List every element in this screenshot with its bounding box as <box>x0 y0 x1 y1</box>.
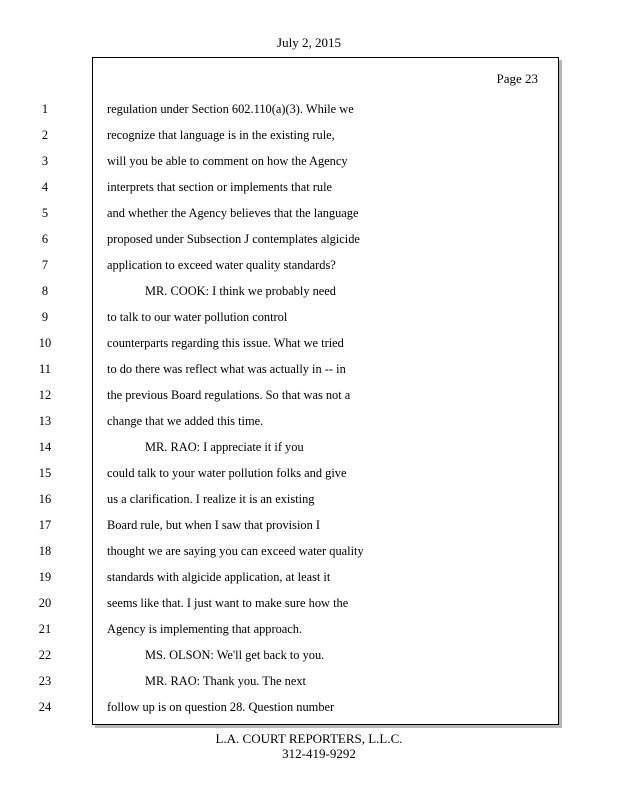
line-text: and whether the Agency believes that the language <box>107 206 359 220</box>
transcript-line <box>41 278 558 304</box>
line-number: 10 <box>38 336 52 350</box>
line-text: to talk to our water pollution control <box>107 310 288 324</box>
line-number: 24 <box>38 700 52 714</box>
transcript-line <box>41 252 558 278</box>
line-text: seems like that. I just want to make sure how the <box>107 596 349 610</box>
transcript-line <box>38 564 558 590</box>
transcript-lines <box>38 96 558 720</box>
line-text: MR. COOK: I think we probably need <box>145 284 336 298</box>
line-text: change that we added this time. <box>107 414 264 428</box>
line-text: Agency is implementing that approach. <box>107 622 303 636</box>
line-text: will you be able to comment on how the Agency <box>107 154 348 168</box>
footer <box>0 731 618 761</box>
line-number: 16 <box>38 492 52 506</box>
line-text: the previous Board regulations. So that was not a <box>107 388 351 402</box>
line-text: regulation under Section 602.110(a)(3). While we <box>107 102 354 116</box>
line-number: 14 <box>38 440 52 454</box>
reporter-company: L.A. COURT REPORTERS, L.L.C. <box>215 731 403 746</box>
line-number: 1 <box>41 102 49 116</box>
transcript-line <box>41 148 558 174</box>
line-text: proposed under Subsection J contemplates algicide <box>107 232 360 246</box>
line-number: 18 <box>38 544 52 558</box>
line-text: counterparts regarding this issue. What we tried <box>107 336 344 350</box>
transcript-line <box>38 330 558 356</box>
transcript-line <box>38 694 558 720</box>
line-text: follow up is on question 28. Question number <box>107 700 335 714</box>
line-text: standards with algicide application, at least it <box>107 570 331 584</box>
transcript-page <box>38 57 559 725</box>
line-number: 23 <box>38 674 52 688</box>
transcript-line <box>38 590 558 616</box>
line-text: us a clarification. I realize it is an existing <box>107 492 315 506</box>
line-number: 15 <box>38 466 52 480</box>
line-text: MS. OLSON: We'll get back to you. <box>145 648 325 662</box>
line-number: 2 <box>41 128 49 142</box>
line-number: 20 <box>38 596 52 610</box>
transcript-line <box>41 226 558 252</box>
transcript-line <box>38 616 558 642</box>
transcript-line <box>38 538 558 564</box>
reporter-phone: 312-419-9292 <box>282 746 356 761</box>
line-text: recognize that language is in the existing rule, <box>107 128 335 142</box>
line-number: 12 <box>38 388 52 402</box>
transcript-date: July 2, 2015 <box>277 35 341 50</box>
transcript-line <box>38 408 558 434</box>
transcript-line <box>38 512 558 538</box>
line-text: thought we are saying you can exceed water quality <box>107 544 364 558</box>
line-number: 4 <box>41 180 49 194</box>
line-text: to do there was reflect what was actually in -- in <box>107 362 346 376</box>
transcript-line <box>38 486 558 512</box>
line-number: 6 <box>41 232 49 246</box>
line-text: could talk to your water pollution folks and give <box>107 466 347 480</box>
line-text: MR. RAO: Thank you. The next <box>145 674 306 688</box>
line-number: 3 <box>41 154 49 168</box>
line-number: 7 <box>41 258 49 272</box>
transcript-line <box>41 304 558 330</box>
transcript-line <box>38 460 558 486</box>
transcript-line <box>41 122 558 148</box>
page-number: Page 23 <box>496 71 538 86</box>
line-number: 13 <box>38 414 52 428</box>
line-number: 8 <box>41 284 49 298</box>
transcript-line <box>39 356 558 382</box>
transcript-line <box>41 200 558 226</box>
line-number: 9 <box>41 310 49 324</box>
transcript-line <box>41 174 558 200</box>
line-text: Board rule, but when I saw that provision I <box>107 518 321 532</box>
line-number: 22 <box>38 648 52 662</box>
line-text: application to exceed water quality standards? <box>107 258 336 272</box>
transcript-line <box>38 642 558 668</box>
line-text: interprets that section or implements that rule <box>107 180 333 194</box>
transcript-line <box>41 96 558 122</box>
transcript-line <box>38 434 558 460</box>
transcript-line <box>38 382 558 408</box>
line-text: MR. RAO: I appreciate it if you <box>145 440 304 454</box>
line-number: 21 <box>38 622 52 636</box>
transcript-line <box>38 668 558 694</box>
line-number: 5 <box>41 206 49 220</box>
line-number: 17 <box>38 518 52 532</box>
line-number: 19 <box>38 570 52 584</box>
line-number: 11 <box>39 362 51 376</box>
